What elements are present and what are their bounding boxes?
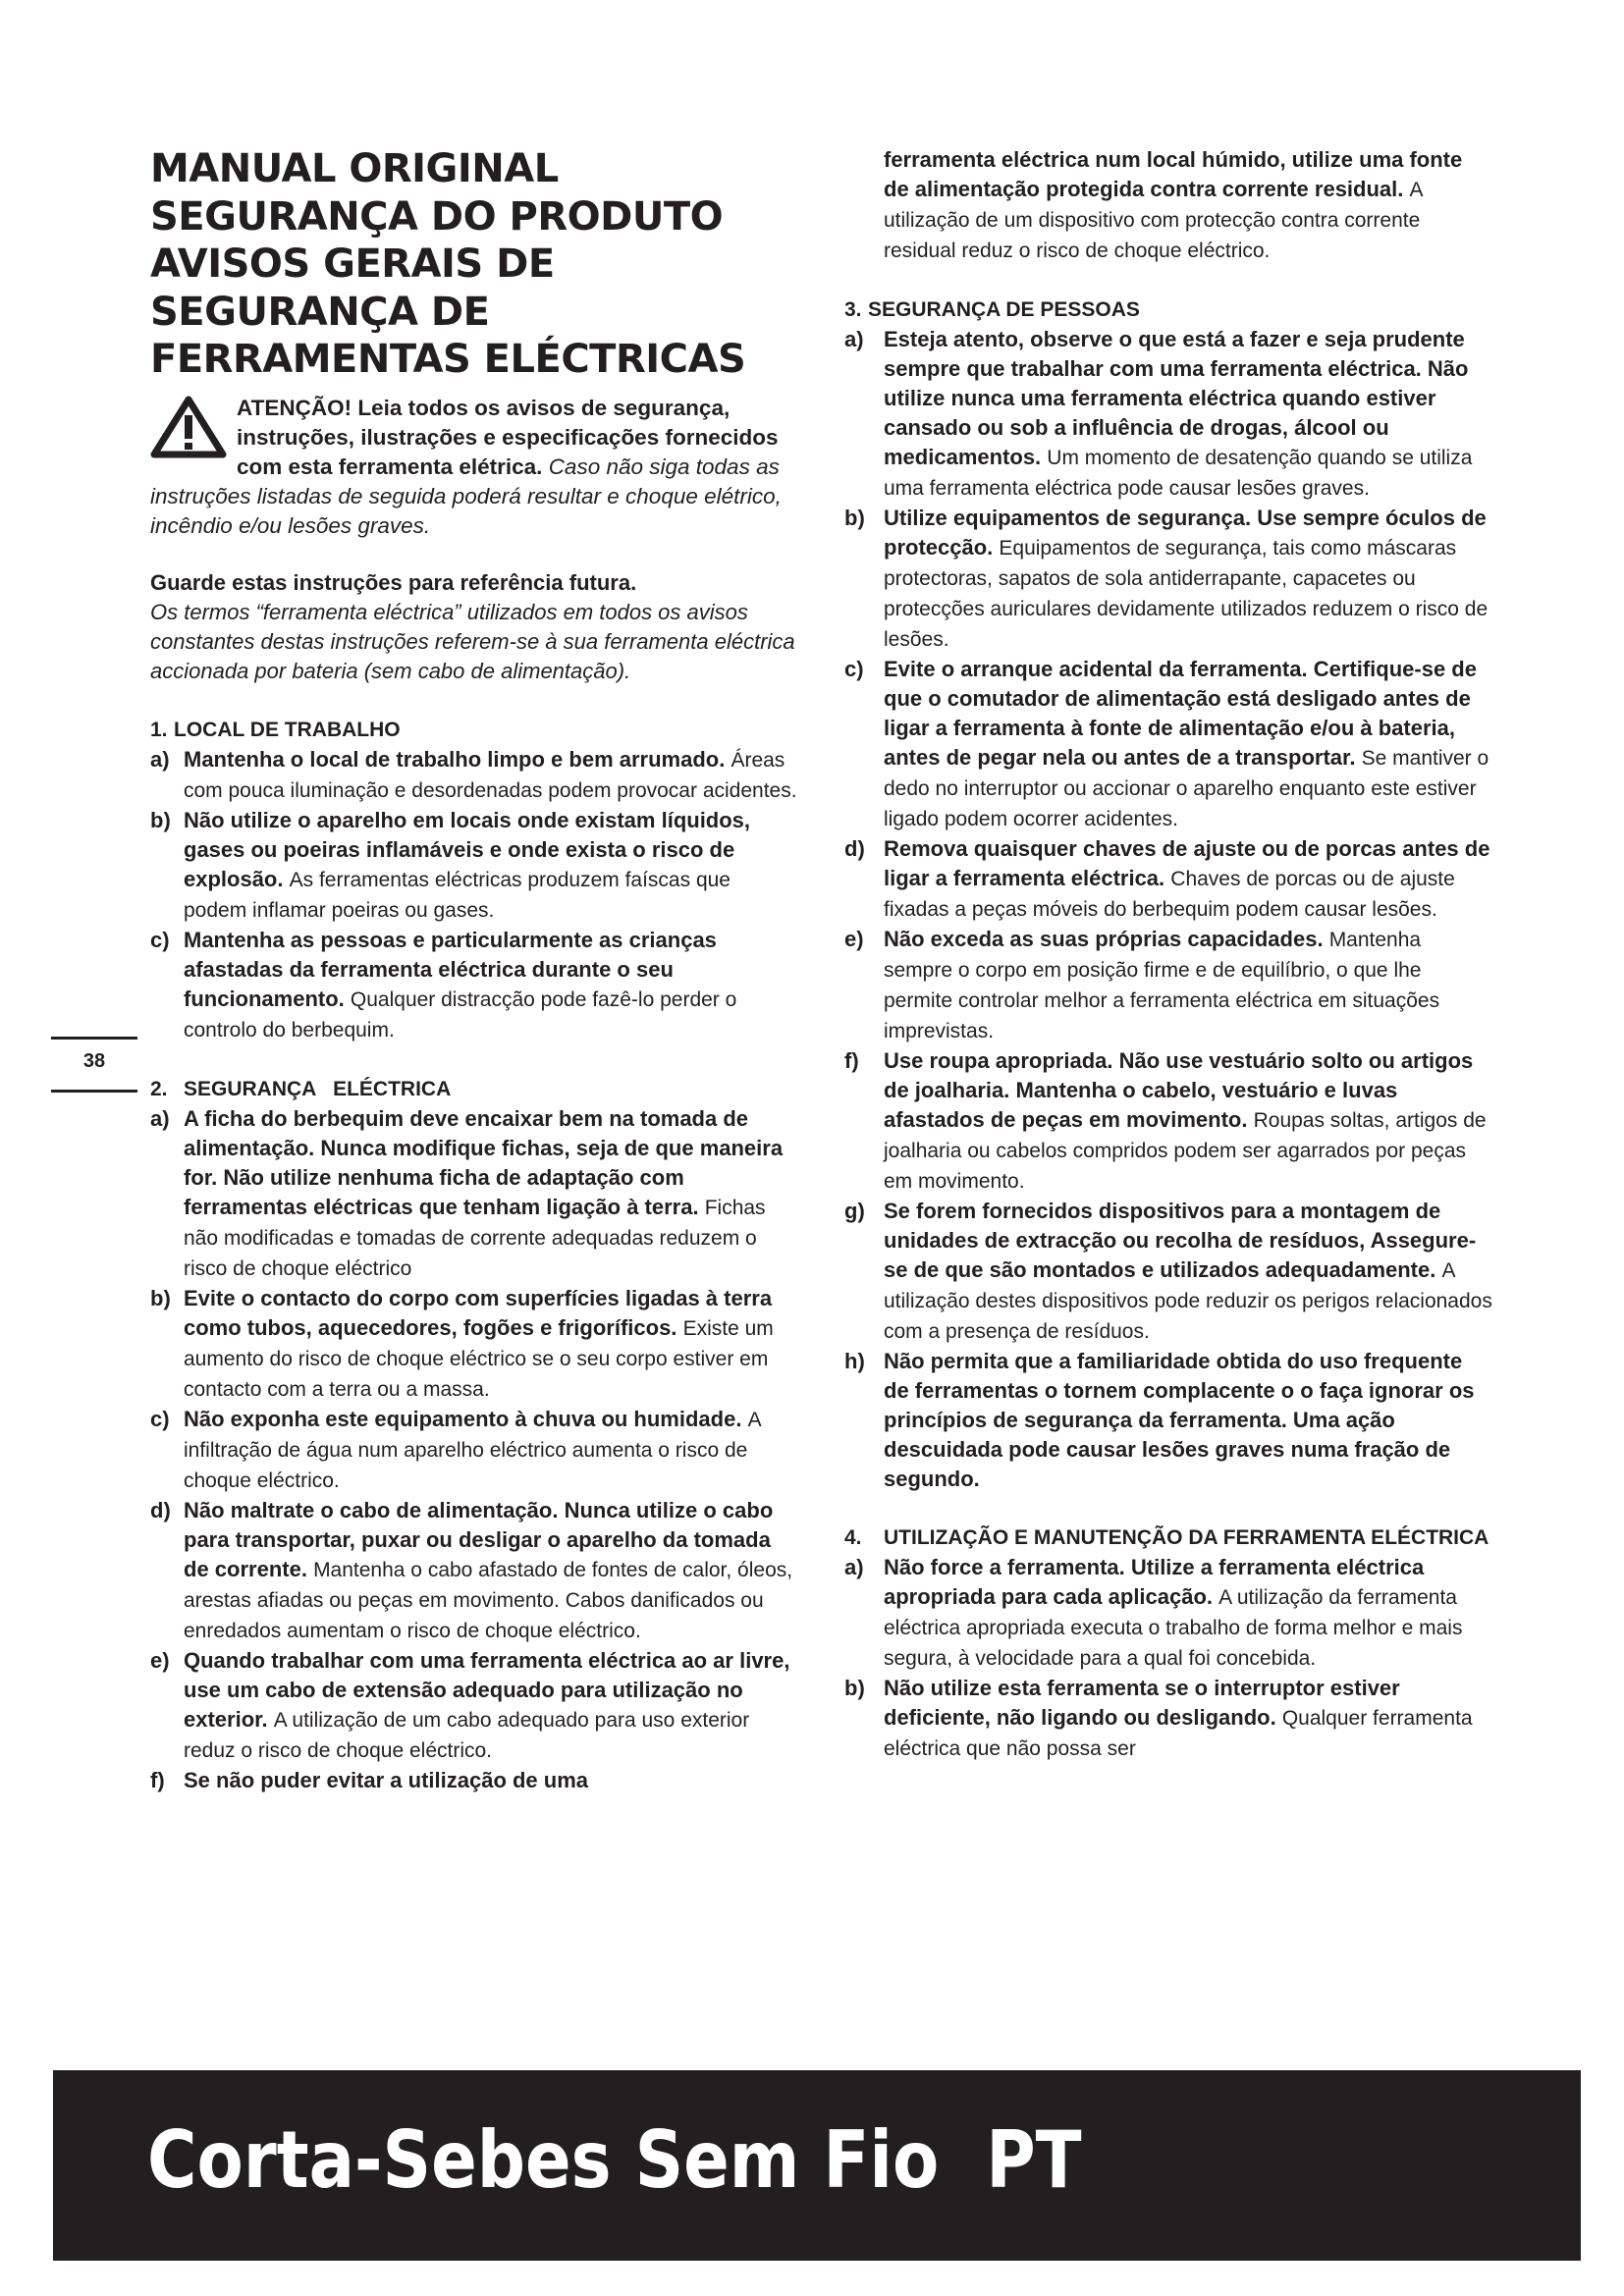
item-text: A utilização da ferramenta eléctrica apropriada executa o trabalho de forma melhor e mais segura, à velocidade para a qual foi concebida. [884,1586,1463,1670]
section-heading [844,295,1492,325]
warning-block [150,394,798,541]
item-label: a) [844,327,864,351]
item-label: d) [844,836,865,861]
list-item [844,1674,1492,1764]
list-item [844,925,1492,1046]
section-number: 1. [150,718,168,741]
item-bold: Quando trabalhar com uma ferramenta eléctrica ao ar livre, use um cabo de extensão adequado para utilização no exterior. [184,1647,790,1732]
list-item [150,1766,798,1795]
list-item [150,1104,798,1284]
list-item [844,1197,1492,1347]
item-text: Fichas não modificadas e tomadas de corrente adequadas reduzem o risco de choque eléctrico [184,1196,766,1280]
list-item [844,504,1492,655]
list-item [150,1405,798,1496]
item-bold: Não maltrate o cabo de alimentação. Nunca utilize o cabo para transportar, puxar ou desligar o aparelho da tomada de corrente. [184,1497,774,1581]
item-label: h) [844,1349,865,1373]
item-label: a) [150,746,170,772]
item-bold: Não exceda as suas próprias capacidades. [884,927,1324,951]
item-label: e) [844,927,864,951]
footer-title: Corta-Sebes Sem Fio PT [147,2114,1082,2206]
item-text: Áreas com pouca iluminação e desordenadas podem provocar acidentes. [184,748,797,802]
item-label: e) [150,1647,170,1673]
item-text: Existe um aumento do risco de choque eléctrico se o seu corpo estiver em contacto com a terra ou a massa. [184,1316,774,1401]
list-item [150,806,798,926]
item-label: b) [150,1285,171,1310]
item-text: Chaves de porcas ou de ajuste fixadas a peças móveis do berbequim podem causar lesões. [884,868,1455,921]
item-label: f) [844,1048,859,1073]
item-text: Qualquer distracção pode fazê-lo perder o controlo do berbequim. [184,988,737,1041]
item-bold: A ficha do berbequim deve encaixar bem na tomada de alimentação. Nunca modifique fichas, seja de que maneira for. Não utilize nenhuma ficha de adaptação com ferramentas eléctricas que tenham ligação à terra. [184,1105,784,1219]
item-label: d) [150,1497,171,1522]
item-text: A infiltração de água num aparelho eléctrico aumenta o risco de choque eléctrico. [184,1408,761,1492]
item-bold: Evite o arranque acidental da ferramenta. Certifique-se de que o comutador de alimentação está desligado antes de ligar a ferramenta à fonte de alimentação e/ou à bateria, antes de pegar nela ou antes de a transportar. [884,657,1477,770]
item-bold: Mantenha o local de trabalho limpo e bem arrumado. [184,746,726,772]
warning-text: Caso não siga todas as instruções listadas de seguida poderá resultar e choque elétrico, incêndio e/ou lesões graves. [150,454,782,538]
left-column [150,145,798,1795]
title-line: AVISOS GERAIS DE [150,241,555,287]
footer-band [53,2070,1581,2261]
item-bold: Não permita que a familiaridade obtida do uso frequente de ferramentas o tornem complacente o o faça ignorar os princípios de segurança da ferramenta. Uma ação descuidada pode causar lesões graves numa fração de segundo. [884,1349,1475,1491]
item-text: Roupas soltas, artigos de joalharia ou cabelos compridos podem ser agarrados por peças em movimento. [884,1109,1487,1193]
item-text: A utilização de um dispositivo com protecção contra corrente residual reduz o risco de choque eléctrico. [884,179,1423,262]
item-text: Mantenha sempre o corpo em posição firme e de equilíbrio, o que lhe permite controlar melhor a ferramenta eléctrica em situações imprevistas. [884,929,1440,1042]
item-label: f) [150,1767,165,1792]
list-item-continuation [844,145,1492,266]
item-label: c) [150,1406,170,1431]
item-bold: Se forem fornecidos dispositivos para a montagem de unidades de extracção ou recolha de resíduos, Assegure-se de que são montados e utilizados adequadamente. [884,1199,1477,1282]
list-item [150,1496,798,1646]
section-heading [844,1523,1492,1553]
section-title: UTILIZAÇÃO E MANUTENÇÃO DA FERRAMENTA ELÉCTRICA [884,1526,1489,1549]
item-bold: ferramenta eléctrica num local húmido, utilize uma fonte de alimentação protegida contra corrente residual. [884,147,1463,201]
item-bold: Não utilize esta ferramenta se o interruptor estiver deficiente, não ligando ou desligando. [884,1676,1400,1730]
item-bold: Remova quaisquer chaves de ajuste ou de porcas antes de ligar a ferramenta eléctrica. [884,836,1490,890]
item-text: As ferramentas eléctricas produzem faíscas que podem inflamar poeiras ou gases. [184,868,731,922]
item-label: c) [150,927,170,952]
section-title: LOCAL DE TRABALHO [174,718,401,741]
title-line: SEGURANÇA DE [150,289,490,335]
title-line: MANUAL ORIGINAL [150,146,559,191]
item-label: g) [844,1199,865,1223]
page-number: 38 [82,1050,106,1072]
item-text: A utilização destes dispositivos pode reduzir os perigos relacionados com a presença de resíduos. [884,1259,1492,1343]
page-title [150,145,798,384]
item-label: a) [150,1105,170,1131]
page-number-rule-top [51,1037,137,1040]
item-label: b) [844,1676,865,1700]
item-bold: Evite o contacto do corpo com superfícies ligadas à terra como tubos, aquecedores, fogões e frigoríficos. [184,1285,773,1340]
item-bold: Não utilize o aparelho em locais onde existam líquidos, gases ou poeiras inflamáveis e onde exista o risco de explosão. [184,807,751,891]
section-heading [150,1075,798,1104]
section-heading [150,716,798,745]
keep-instructions [150,568,798,686]
keep-bold: Guarde estas instruções para referência futura. [150,569,637,595]
item-text: Se mantiver o dedo no interruptor ou accionar o aparelho enquanto este estiver ligado podem ocorrer acidentes. [884,747,1489,830]
item-bold: Mantenha as pessoas e particularmente as crianças afastadas da ferramenta eléctrica durante o seu funcionamento. [184,927,717,1011]
item-text: Qualquer ferramenta eléctrica que não possa ser [884,1707,1473,1760]
item-label: b) [844,506,865,530]
list-item [150,1646,798,1766]
item-text: Equipamentos de segurança, tais como máscaras protectoras, sapatos de sola antiderrapante, capacetes ou protecções auriculares devidamente utilizados reduzem o risco de lesões. [884,537,1489,651]
list-item [150,1284,798,1405]
section-number: 4. [844,1526,862,1549]
list-item [844,1046,1492,1197]
list-item [150,926,798,1045]
item-bold: Esteja atento, observe o que está a fazer e seja prudente sempre que trabalhar com uma ferramenta eléctrica. Não utilize nunca uma ferramenta eléctrica quando estiver cansado ou sob a influência de drogas, álcool ou medicamentos. [884,327,1469,469]
page-number-rule-bottom [51,1090,137,1093]
item-bold: Se não puder evitar a utilização de uma [184,1767,589,1792]
item-text: Mantenha o cabo afastado de fontes de calor, óleos, arestas afiadas ou peças em movimento. Cabos danificados ou enredados aumentam o risco de choque eléctrico. [184,1558,793,1642]
list-item [844,1553,1492,1674]
list-item [844,1347,1492,1494]
item-bold: Não exponha este equipamento à chuva ou humidade. [184,1406,742,1431]
item-label: b) [150,807,171,832]
list-item [844,655,1492,834]
section-number: 3. [844,298,862,321]
list-item [844,834,1492,925]
warning-triangle-icon [150,396,227,458]
right-column [844,145,1492,1764]
list-item [150,745,798,806]
title-line: SEGURANÇA DO PRODUTO [150,193,724,240]
warning-bold-text: ATENÇÃO! Leia todos os avisos de segurança, instruções, ilustrações e especificações fornecidos com esta ferramenta elétrica. [237,395,779,479]
section-number: 2. [150,1077,168,1100]
section-title: SEGURANÇA DE PESSOAS [868,298,1140,321]
item-label: a) [844,1555,864,1579]
title-line: FERRAMENTAS ELÉCTRICAS [150,337,746,382]
item-label: c) [844,657,864,681]
list-item [844,325,1492,504]
item-bold: Não force a ferramenta. Utilize a ferramenta eléctrica apropriada para cada aplicação. [884,1555,1425,1609]
item-bold: Utilize equipamentos de segurança. Use sempre óculos de protecção. [884,506,1487,560]
item-bold: Use roupa apropriada. Não use vestuário solto ou artigos de joalharia. Mantenha o cabelo, vestuário e luvas afastados de peças em movimento. [884,1048,1474,1132]
section-title: SEGURANÇA ELÉCTRICA [184,1077,452,1100]
keep-text: Os termos “ferramenta eléctrica” utilizados em todos os avisos constantes destas instruções referem-se à sua ferramenta eléctrica accionada por bateria (sem cabo de alimentação). [150,599,795,683]
item-text: Um momento de desatenção quando se utiliza uma ferramenta eléctrica pode causar lesões graves. [884,447,1473,500]
item-text: A utilização de um cabo adequado para uso exterior reduz o risco de choque eléctrico. [184,1708,750,1762]
